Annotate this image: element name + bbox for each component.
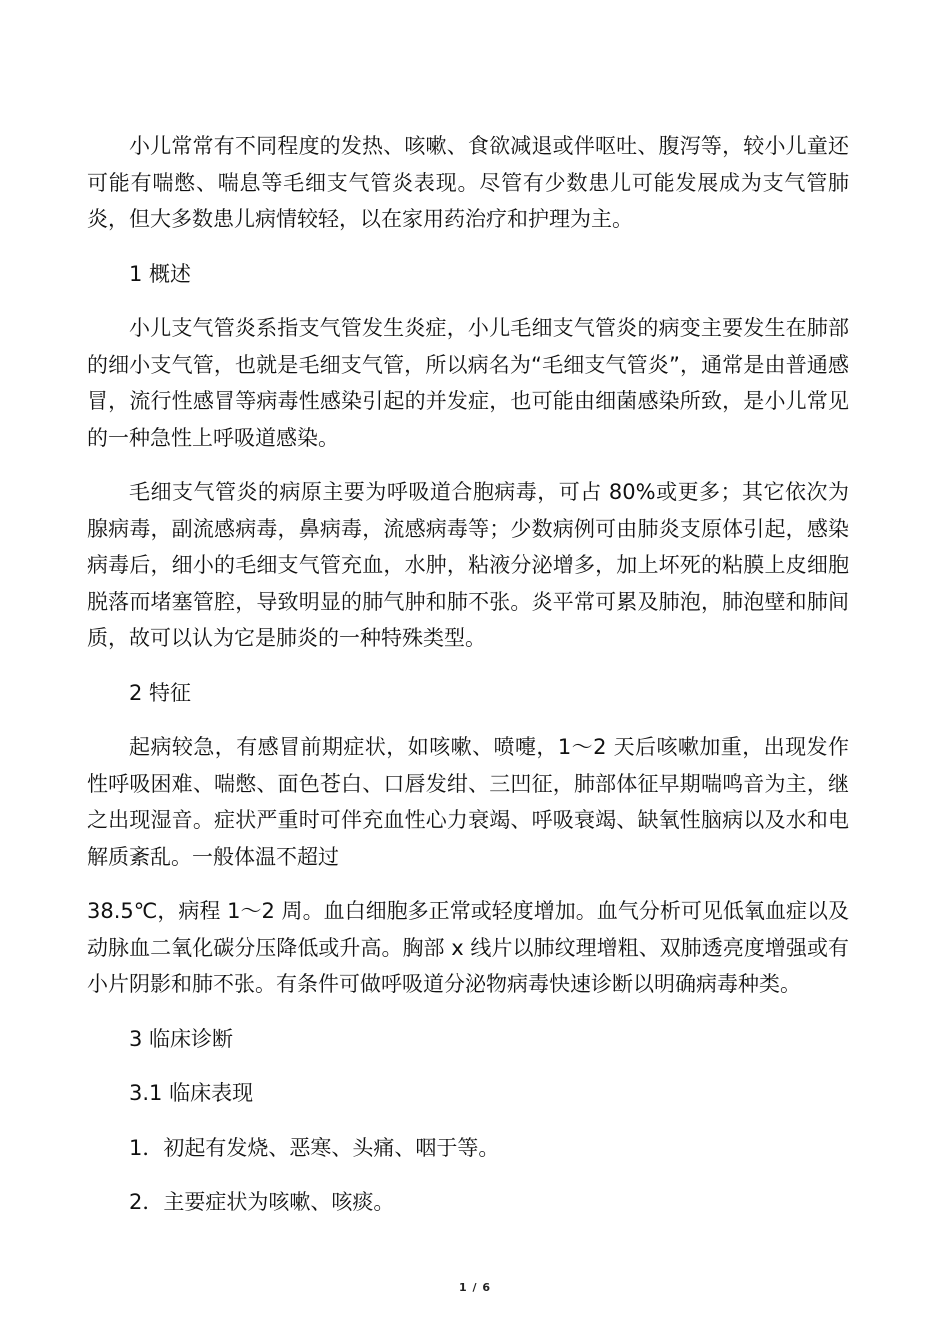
features-paragraph-1: 起病较急，有感冒前期症状，如咳嗽、喷嚏，1～2 天后咳嗽加重，出现发作性呼吸困难、喘憋、面色苍白、口唇发绀、三凹征，肺部体征早期喘鸣音为主，继之出现湿音。症状严重时可伴充血性心力衰竭、呼吸衰竭、缺氧性脑病以及水和电解质紊乱。一般体温不超过 <box>87 735 849 869</box>
overview-paragraph-1: 小儿支气管炎系指支气管发生炎症，小儿毛细支气管炎的病变主要发生在肺部的细小支气管，也就是毛细支气管，所以病名为“毛细支气管炎”，通常是由普通感冒，流行性感冒等病毒性感染引起的并发症，也可能由细菌感染所致，是小儿常见的一种急性上呼吸道感染。 <box>87 316 849 450</box>
intro-paragraph: 小儿常常有不同程度的发热、咳嗽、食欲减退或伴呕吐、腹泻等，较小儿童还可能有喘憋、喘息等毛细支气管炎表现。尽管有少数患儿可能发展成为支气管肺炎，但大多数患儿病情较轻，以在家用药治疗和护理为主。 <box>87 134 849 231</box>
features-paragraph-2: 38.5℃，病程 1～2 周。血白细胞多正常或轻度增加。血气分析可见低氧血症以及动脉血二氧化碳分压降低或升高。胸部 x 线片以肺纹理增粗、双肺透亮度增强或有小片阴影和肺不张。有条件可做呼吸道分泌物病毒快速诊断以明确病毒种类。 <box>87 899 849 996</box>
list-item-1: 1．初起有发烧、恶寒、头痛、咽于等。 <box>129 1135 500 1160</box>
list-item-2: 2．主要症状为咳嗽、咳痰。 <box>129 1190 395 1214</box>
overview-paragraph-2: 毛细支气管炎的病原主要为呼吸道合胞病毒，可占 80%或更多；其它依次为腺病毒，副流感病毒，鼻病毒，流感病毒等；少数病例可由肺炎支原体引起，感染病毒后，细小的毛细支气管充血，水肿，粘液分泌增多，加上坏死的粘膜上皮细胞脱落而堵塞管腔，导致明显的肺气肿和肺不张。炎平常可累及肺泡，肺泡壁和肺间质，故可以认为它是肺炎的一种特殊类型。 <box>87 480 849 650</box>
subsection-heading-clinical: 3.1 临床表现 <box>129 1081 254 1105</box>
document-body <box>87 128 849 1239</box>
section-heading-overview: 1 概述 <box>129 261 192 286</box>
section-heading-features: 2 特征 <box>129 680 192 705</box>
section-heading-diagnosis: 3 临床诊断 <box>129 1026 234 1051</box>
page-number: 1 / 6 <box>459 1281 491 1294</box>
